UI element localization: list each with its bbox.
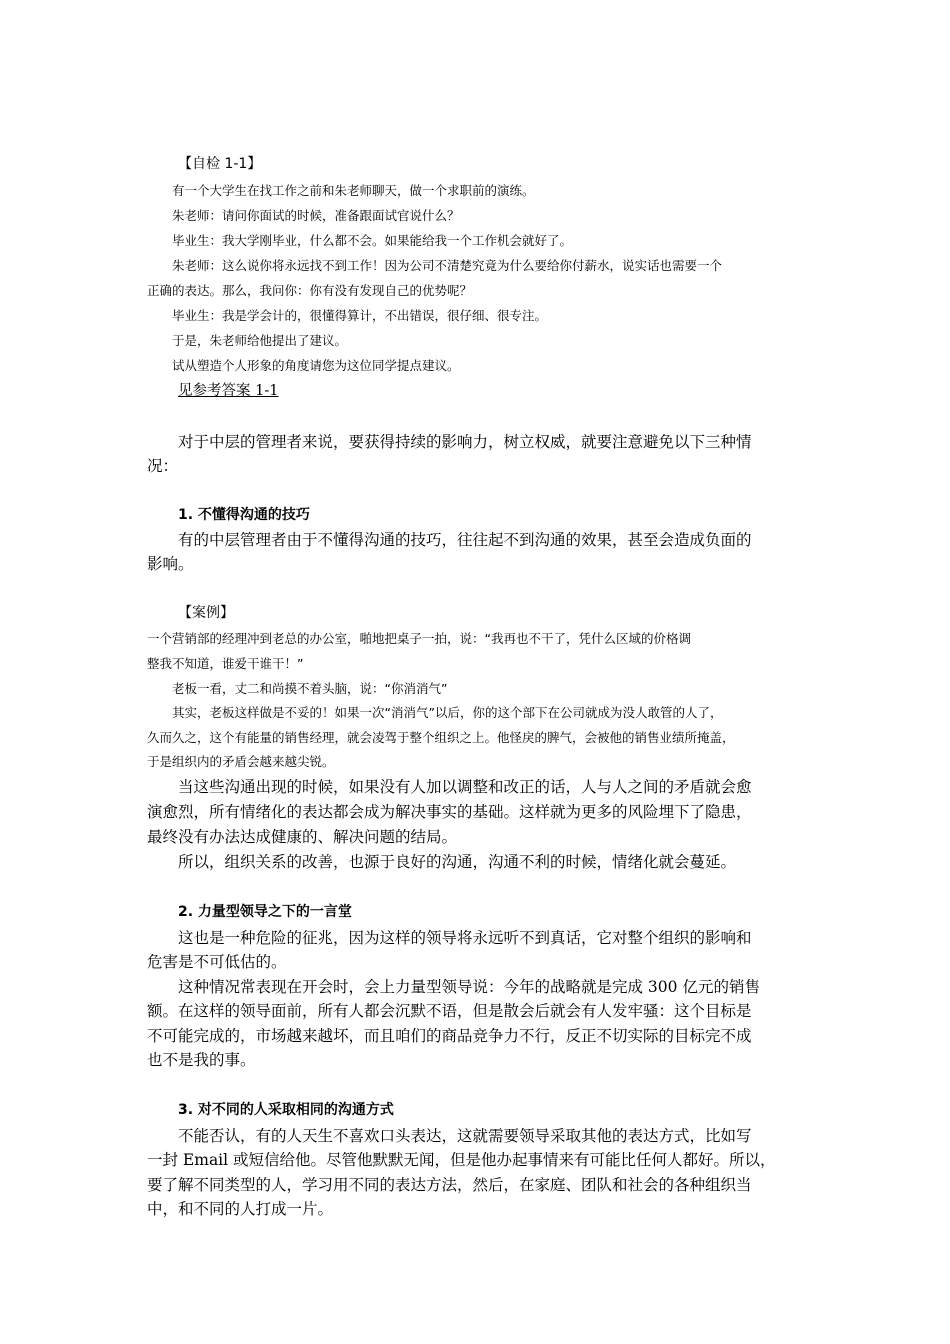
- body-line: 当这些沟通出现的时候，如果没有人加以调整和改正的话，人与人之间的矛盾就会愈: [178, 778, 752, 796]
- body-line: 所以，组织关系的改善，也源于良好的沟通，沟通不利的时候，情绪化就会蔓延。: [178, 853, 737, 871]
- self-check-line: 毕业生：我大学刚毕业，什么都不会。如果能给我一个工作机会就好了。: [172, 233, 573, 248]
- body-line: 不可能完成的，市场越来越坏，而且咱们的商品竞争力不行，反正不切实际的目标完不成: [147, 1027, 752, 1045]
- body-line: 这也是一种危险的征兆，因为这样的领导将永远听不到真话，它对整个组织的影响和: [178, 929, 752, 947]
- case-line: 于是组织内的矛盾会越来越尖锐。: [147, 754, 335, 769]
- case-line: 老板一看，丈二和尚摸不着头脑，说：“你消消气”: [172, 681, 448, 696]
- self-check-line: 于是，朱老师给他提出了建议。: [172, 333, 348, 348]
- body-line: 要了解不同类型的人，学习用不同的表达方法，然后，在家庭、团队和社会的各种组织当: [147, 1176, 752, 1194]
- body-line: 额。在这样的领导面前，所有人都会沉默不语，但是散会后就会有人发牢骚：这个目标是: [147, 1002, 752, 1020]
- body-line: 一封 Email 或短信给他。尽管他默默无闻，但是他办起事情来有可能比任何人都好。所以，: [147, 1151, 776, 1169]
- case-line: 其实，老板这样做是不妥的！如果一次“消消气”以后，你的这个部下在公司就成为没人敢管的人了，: [172, 705, 723, 720]
- self-check-line: 有一个大学生在找工作之前和朱老师聊天，做一个求职前的演练。: [172, 183, 535, 198]
- body-line: 这种情况常表现在开会时，会上力量型领导说：今年的战略就是完成 300 亿元的销售: [178, 978, 760, 996]
- body-line: 也不是我的事。: [147, 1051, 256, 1069]
- body-line: 不能否认，有的人天生不喜欢口头表达，这就需要领导采取其他的表达方式，比如写: [178, 1127, 752, 1145]
- self-check-line: 试从塑造个人形象的角度请您为这位同学提点建议。: [172, 358, 460, 373]
- intro-line: 对于中层的管理者来说，要获得持续的影响力，树立权威，就要注意避免以下三种情: [178, 433, 752, 451]
- section-heading: 2. 力量型领导之下的一言堂: [178, 904, 352, 920]
- section-heading: 3. 对不同的人采取相同的沟通方式: [178, 1102, 394, 1118]
- section-heading: 1. 不懂得沟通的技巧: [178, 507, 310, 523]
- intro-line: 况：: [147, 457, 179, 475]
- body-line: 中，和不同的人打成一片。: [147, 1200, 334, 1218]
- self-check-heading: 【自检 1-1】: [178, 156, 262, 172]
- case-line: 久而久之，这个有能量的销售经理，就会凌驾于整个组织之上。他怪戾的脾气，会被他的销售业绩所掩盖，: [147, 730, 735, 745]
- body-line: 有的中层管理者由于不懂得沟通的技巧，往往起不到沟通的效果，甚至会造成负面的: [178, 531, 752, 549]
- self-check-line: 朱老师：请问你面试的时候，准备跟面试官说什么？: [172, 208, 460, 223]
- self-check-line: 朱老师：这么说你将永远找不到工作！因为公司不清楚究竟为什么要给你付薪水，说实话也需要一个: [172, 258, 723, 273]
- case-heading: 【案例】: [178, 605, 234, 621]
- body-line: 影响。: [147, 555, 194, 573]
- case-line: 一个营销部的经理冲到老总的办公室，啪地把桌子一拍，说：“我再也不干了，凭什么区域的价格调: [147, 631, 691, 646]
- case-line: 整我不知道，谁爱干谁干！”: [147, 656, 304, 671]
- self-check-line: 毕业生：我是学会计的，很懂得算计，不出错误，很仔细、很专注。: [172, 308, 548, 323]
- body-line: 危害是不可低估的。: [147, 953, 287, 971]
- self-check-line: 正确的表达。那么，我问你：你有没有发现自己的优势呢？: [147, 283, 473, 298]
- body-line: 最终没有办法达成健康的、解决问题的结局。: [147, 828, 458, 846]
- body-line: 演愈烈，所有情绪化的表达都会成为解决事实的基础。这样就为更多的风险埋下了隐患，: [147, 803, 752, 821]
- answer-reference-link[interactable]: 见参考答案 1-1: [178, 383, 279, 399]
